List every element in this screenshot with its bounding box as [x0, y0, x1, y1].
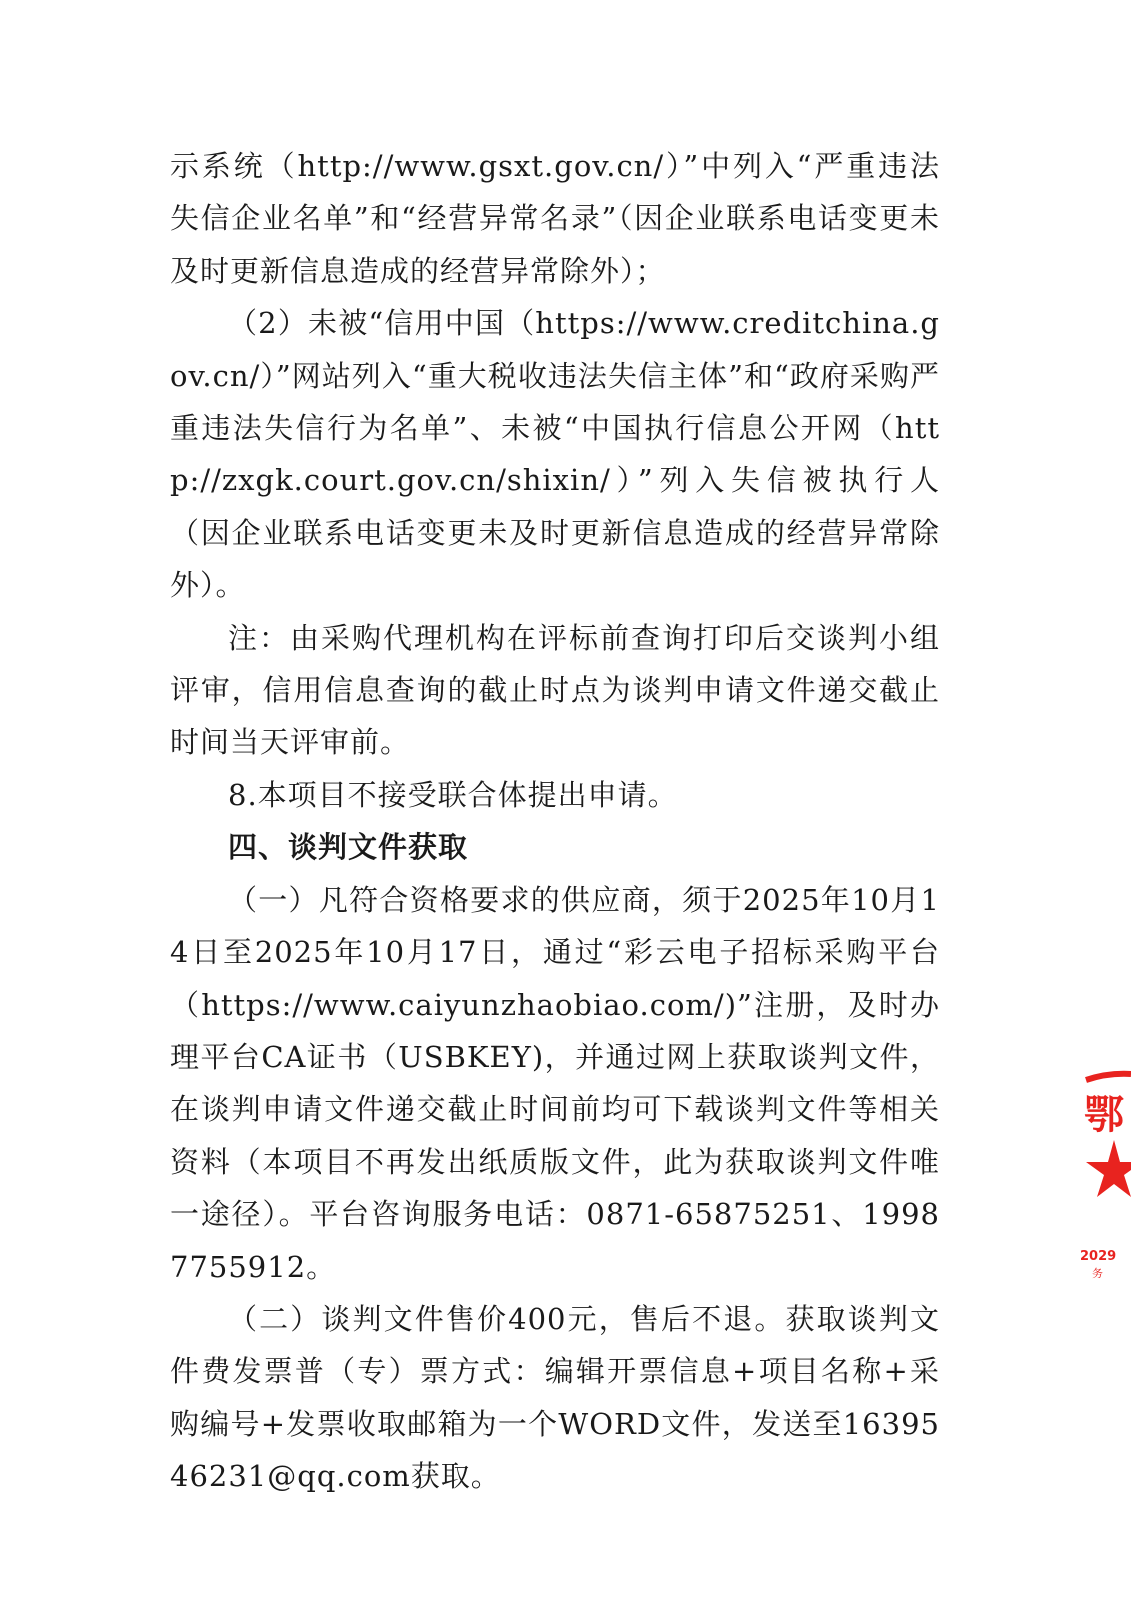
paragraph-acquisition-2: （二）谈判文件售价400元，售后不退。获取谈判文件费发票普（专）票方式：编辑开票信息+项目名称+采购编号+发票收取邮箱为一个WORD文件，发送至1639546231@qq.com获取。 [170, 1301, 940, 1494]
red-seal-icon [1078, 1070, 1131, 1290]
svg-text:鄂: 鄂 [1084, 1092, 1124, 1138]
paragraph-acquisition-1: （一）凡符合资格要求的供应商，须于2025年10月14日至2025年10月17日，通过“彩云电子招标采购平台（https://www.caiyunzhaobiao.com/)”注册，及时办理平台CA证书（USBKEY)，并通过网上获取谈判文件，在谈判申请文件递交截止时间前均可下载谈判文件等相关资料（本项目不再发出纸质版文件，此为获取谈判文件唯一途径）。平台咨询服务电话：0871-65875251、19987755912。 [170, 882, 940, 1284]
paragraph-note: 注：由采购代理机构在评标前查询打印后交谈判小组评审，信用信息查询的截止时点为谈判申请文件递交截止时间当天评审前。 [170, 620, 940, 760]
paragraph-credit-china: （2）未被“信用中国（https://www.creditchina.gov.cn/）”网站列入“重大税收违法失信主体”和“政府采购严重违法失信行为名单”、未被“中国执行信息公开网（http://zxgk.court.gov.cn/shixin/）”列入失信被执行人（因企业联系电话变更未及时更新信息造成的经营异常除外）。 [170, 306, 940, 603]
section-heading: 四、谈判文件获取 [228, 830, 469, 865]
document-body [170, 140, 940, 1503]
paragraph-item-8: 8.本项目不接受联合体提出申请。 [228, 777, 678, 812]
paragraph-continued: 示系统（http://www.gsxt.gov.cn/）”中列入“严重违法失信企业名单”和“经营异常名录”（因企业联系电话变更未及时更新信息造成的经营异常除外）； [170, 149, 940, 288]
seal-number: 2029 [1080, 1249, 1117, 1264]
seal-glyph: 务 [1092, 1267, 1103, 1280]
